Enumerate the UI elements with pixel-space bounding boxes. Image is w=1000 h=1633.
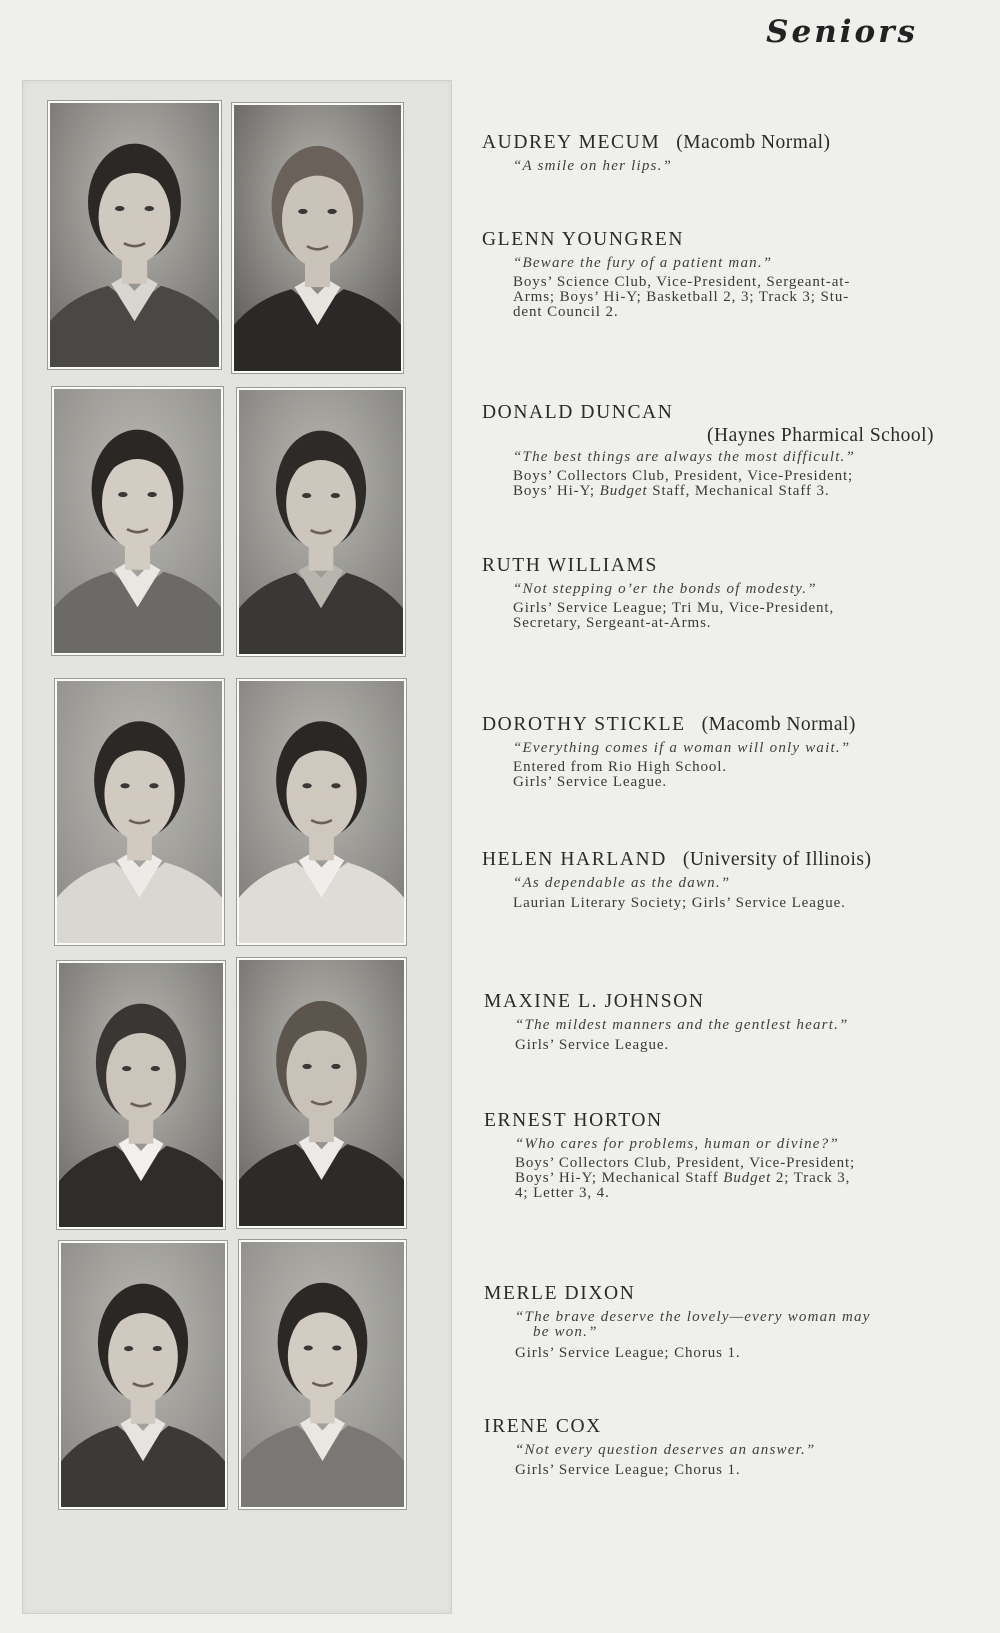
portrait-image	[241, 1242, 404, 1507]
senior-school: (Macomb Normal)	[701, 714, 856, 735]
page-title: Seniors	[766, 14, 918, 50]
face	[286, 748, 356, 841]
portrait-image	[57, 681, 222, 943]
face	[99, 170, 171, 263]
senior-entry-maxine-johnson	[484, 991, 944, 1053]
senior-activities: Girls’ Service League; Tri Mu, Vice-President, Secretary, Sergeant-at-Arms.	[513, 600, 835, 631]
portrait-image	[59, 963, 223, 1227]
portrait-photo	[48, 101, 221, 369]
portrait-photo	[237, 388, 405, 656]
portrait-photo	[59, 1241, 227, 1509]
senior-entry-ruth-williams	[482, 555, 942, 631]
left-eye	[302, 1064, 311, 1069]
senior-name: MAXINE L. JOHNSON	[484, 991, 705, 1012]
senior-name: DOROTHY STICKLE (Macomb Normal)	[482, 714, 856, 735]
senior-activities: Boys’ Collectors Club, President, Vice-President; Boys’ Hi-Y; Budget Staff, Mechanical Staff 3.	[513, 468, 854, 499]
senior-name: IRENE COX	[484, 1416, 602, 1437]
right-eye	[331, 1064, 340, 1069]
right-eye	[327, 209, 336, 214]
senior-quote: “Who cares for problems, human or divine?”	[515, 1136, 839, 1152]
senior-entry-helen-harland	[482, 849, 942, 911]
face	[282, 173, 353, 267]
left-eye	[124, 1346, 133, 1351]
left-eye	[304, 1345, 313, 1350]
senior-entry-glenn-youngren	[482, 229, 942, 320]
senior-entry-dorothy-stickle	[482, 714, 942, 790]
portrait-photo	[55, 679, 224, 945]
left-eye	[298, 209, 307, 214]
portrait-image	[61, 1243, 225, 1507]
left-eye	[118, 492, 127, 497]
left-eye	[120, 783, 129, 788]
face	[288, 1309, 357, 1403]
portrait-image	[239, 681, 404, 943]
senior-name: GLENN YOUNGREN	[482, 229, 685, 250]
left-eye	[302, 783, 311, 788]
senior-activities: Boys’ Science Club, Vice-President, Sergeant-at- Arms; Boys’ Hi-Y; Basketball 2, 3; Track 3; Stu- dent Council 2.	[513, 274, 851, 320]
senior-school: (University of Illinois)	[682, 849, 872, 870]
senior-activities: Girls’ Service League.	[515, 1037, 670, 1053]
right-eye	[149, 783, 158, 788]
senior-name: HELEN HARLAND (University of Illinois)	[482, 849, 872, 870]
face	[286, 457, 356, 550]
right-eye	[332, 1345, 341, 1350]
portrait-photo	[52, 387, 223, 655]
face	[102, 456, 173, 549]
portrait-photo	[237, 958, 406, 1228]
left-eye	[115, 206, 125, 211]
right-eye	[331, 493, 340, 498]
senior-quote: “Not stepping o’er the bonds of modesty.”	[513, 581, 817, 597]
senior-name: AUDREY MECUM (Macomb Normal)	[482, 132, 831, 153]
right-eye	[331, 783, 340, 788]
senior-name: DONALD DUNCAN	[482, 402, 674, 423]
senior-school: (Macomb Normal)	[676, 132, 831, 153]
senior-entry-donald-duncan	[482, 402, 942, 499]
senior-quote: “As dependable as the dawn.”	[513, 875, 731, 891]
senior-entry-ernest-horton	[484, 1110, 944, 1201]
portrait-photo	[239, 1240, 406, 1509]
right-eye	[153, 1346, 162, 1351]
senior-entry-merle-dixon	[484, 1283, 944, 1361]
senior-quote: “Not every question deserves an answer.”	[515, 1442, 816, 1458]
right-eye	[145, 206, 155, 211]
portrait-image	[234, 105, 401, 371]
senior-activities: Girls’ Service League; Chorus 1.	[515, 1345, 741, 1361]
right-eye	[147, 492, 156, 497]
senior-school: (Haynes Pharmical School)	[707, 425, 934, 446]
senior-quote: “Everything comes if a woman will only wait.”	[513, 740, 851, 756]
portrait-image	[239, 390, 403, 654]
senior-entry-audrey-mecum	[482, 132, 942, 174]
senior-entry-irene-cox	[484, 1416, 944, 1478]
senior-activities: Boys’ Collectors Club, President, Vice-President; Boys’ Hi-Y; Mechanical Staff Budget 2; Track 3, 4; Letter 3, 4.	[515, 1155, 856, 1201]
senior-quote: “The brave deserve the lovely—every woman may be won.”	[515, 1309, 871, 1340]
senior-quote: “The best things are always the most difficult.”	[513, 449, 856, 465]
face	[106, 1030, 176, 1123]
portrait-image	[54, 389, 221, 653]
portrait-photo	[237, 679, 406, 945]
senior-quote: “A smile on her lips.”	[513, 158, 673, 174]
portrait-image	[239, 960, 404, 1226]
portrait-photo	[232, 103, 403, 373]
face	[286, 1028, 356, 1122]
senior-name: ERNEST HORTON	[484, 1110, 663, 1131]
senior-name: RUTH WILLIAMS	[482, 555, 658, 576]
senior-quote: “Beware the fury of a patient man.”	[513, 255, 773, 271]
portrait-photo	[57, 961, 225, 1229]
face	[108, 1310, 178, 1403]
portrait-image	[50, 103, 219, 367]
senior-activities: Entered from Rio High School. Girls’ Service League.	[513, 759, 727, 790]
senior-quote: “The mildest manners and the gentlest heart.”	[515, 1017, 849, 1033]
left-eye	[302, 493, 311, 498]
face	[104, 748, 174, 841]
senior-name: MERLE DIXON	[484, 1283, 636, 1304]
senior-activities: Girls’ Service League; Chorus 1.	[515, 1462, 741, 1478]
left-eye	[122, 1066, 131, 1071]
right-eye	[151, 1066, 160, 1071]
senior-activities: Laurian Literary Society; Girls’ Service League.	[513, 895, 846, 911]
